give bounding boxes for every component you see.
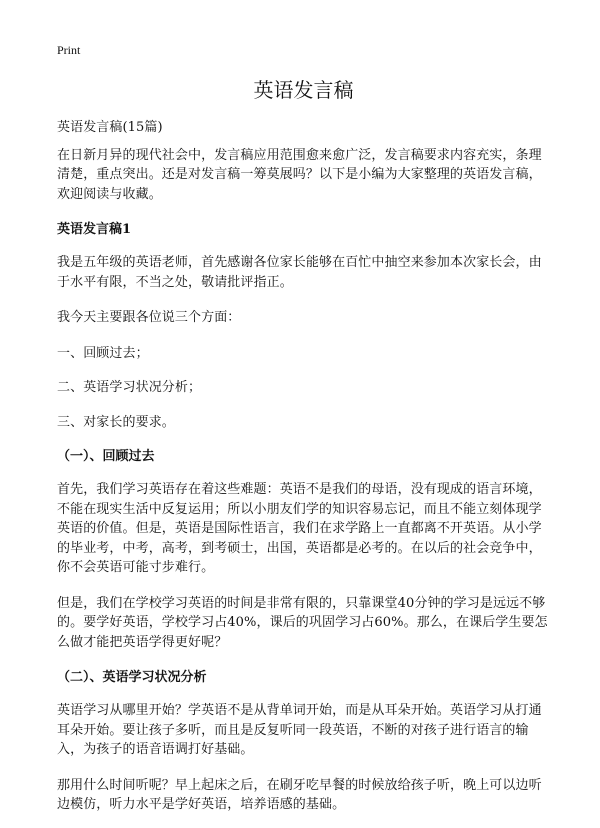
section-heading-1: 英语发言稿1 xyxy=(57,222,132,237)
paragraph-3: 首先，我们学习英语存在着这些难题：英语不是我们的母语，没有现成的语言环境，不能在现实生活中反复运用；所以小朋友们学的知识容易忘记，而且不能立刻体现学英语的价值。但是，英语是国际性语言，我们在求学路上一直都离不开英语。从小学的毕业考，中考，高考，到考硕士，出国，英语都是必考的。在以后的社会竞争中，你不会英语可能寸步难行。 xyxy=(57,482,542,575)
list-item-3: 三、对家长的要求。 xyxy=(57,414,175,430)
list-item-2: 二、英语学习状况分析； xyxy=(57,380,202,395)
document-title: 英语发言稿 xyxy=(253,78,354,102)
sub-heading-2: （二）、英语学习状况分析 xyxy=(57,670,207,685)
print-link[interactable]: Print xyxy=(57,43,81,57)
paragraph-1: 我是五年级的英语老师，首先感谢各位家长能够在百忙中抽空来参加本次家长会，由于水平有限，不当之处，敬请批评指正。 xyxy=(57,255,542,290)
paragraph-5: 英语学习从哪里开始？学英语不是从背单词开始，而是从耳朵开始。英语学习从打通耳朵开始。要让孩子多听，而且是反复听同一段英语，不断的对孩子进行语言的输入，为孩子的语音语调打好基础。 xyxy=(57,703,542,757)
sub-heading-1: （一）、回顾过去 xyxy=(57,449,155,464)
paragraph-2: 我今天主要跟各位说三个方面： xyxy=(57,310,241,325)
intro-paragraph: 在日新月异的现代社会中，发言稿应用范围愈来愈广泛，发言稿要求内容充实，条理清楚，重点突出。还是对发言稿一筹莫展吗？以下是小编为大家整理的英语发言稿，欢迎阅读与收藏。 xyxy=(57,147,542,202)
paragraph-6: 那用什么时间听呢？早上起床之后，在刷牙吃早餐的时候放给孩子听，晚上可以边听边模仿，听力水平是学好英语，培养语感的基础。 xyxy=(57,777,542,812)
list-item-1: 一、回顾过去； xyxy=(57,345,149,361)
document-subtitle: 英语发言稿(15篇) xyxy=(57,120,163,135)
paragraph-4: 但是，我们在学校学习英语的时间是非常有限的，只靠课堂40分钟的学习是远远不够的。要学好英语，学校学习占40%，课后的巩固学习占60%。那么，在课后学生要怎么做才能把英语学得更好呢？ xyxy=(57,595,548,650)
